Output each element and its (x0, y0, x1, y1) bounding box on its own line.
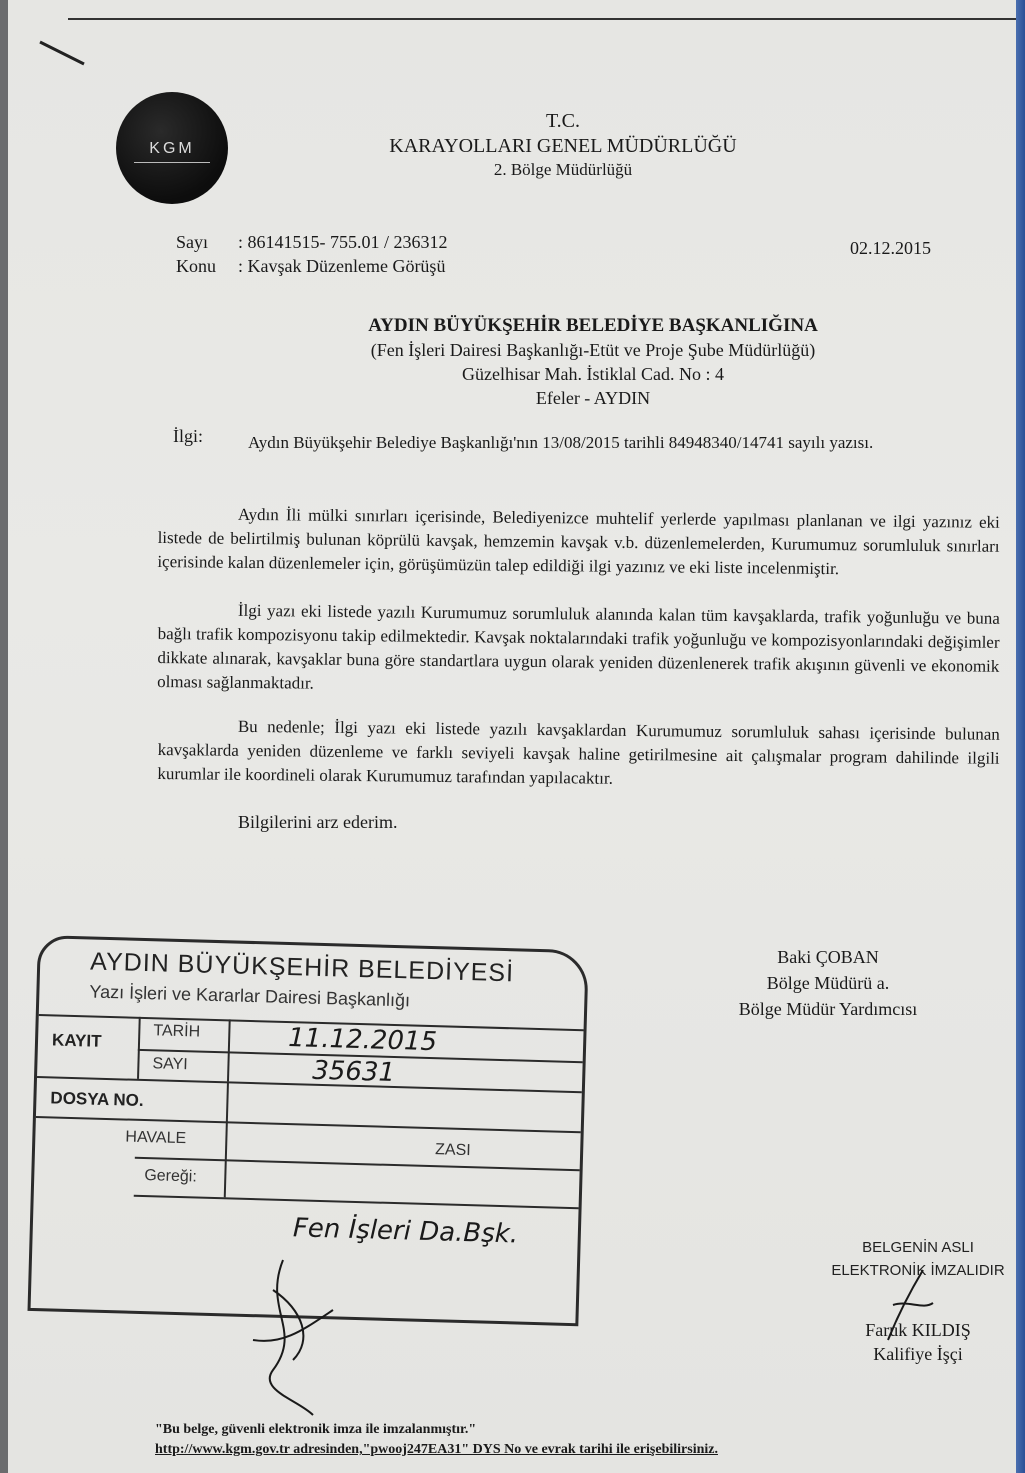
footer-verification-link[interactable]: http://www.kgm.gov.tr adresinden,"pwooj247EA31" DYS No ve evrak tarihi ile erişebilirsiniz. (155, 1442, 718, 1457)
body-paragraph-3 (157, 714, 1000, 795)
handwritten-signature (243, 1250, 343, 1420)
stamp-rule-4 (135, 1157, 580, 1171)
sayi-value: : 86141515- 755.01 / 236312 (238, 232, 448, 252)
logo-text: KGM (149, 140, 195, 157)
addressee-street: Güzelhisar Mah. İstiklal Cad. No : 4 (462, 364, 724, 384)
top-rule (68, 18, 1016, 20)
sayi-label: Sayı (176, 232, 209, 252)
konu-label: Konu (176, 256, 216, 276)
scan-edge-bar (1016, 0, 1025, 1473)
addressee-block (308, 314, 878, 410)
footer-esign-note: "Bu belge, güvenli elektronik imza ile imzalanmıştır." (155, 1422, 477, 1437)
addressee-name: AYDIN BÜYÜKŞEHİR BELEDİYE BAŞKANLIĞINA (368, 315, 818, 336)
addressee-city: Efeler - AYDIN (535, 388, 651, 408)
certifier-title: Kalifiye İşçi (873, 1344, 963, 1364)
certifier-name: Faruk KILDIŞ (865, 1320, 971, 1340)
corner-pen-mark (38, 38, 88, 68)
stamp-havale-label: HAVALE (125, 1128, 187, 1148)
kgm-logo (116, 92, 228, 204)
signer-name: Baki ÇOBAN (777, 947, 879, 967)
ilgi-text: Aydın Büyükşehir Belediye Başkanlığı'nın 13/08/2015 tarihli 84948340/14741 sayılı yazısı. (248, 433, 874, 452)
body-paragraph-2-text: İlgi yazı eki listede yazılı Kurumumuz sorumluluk alanında kalan tüm kavşaklarda, trafik yoğunluğu ve buna bağlı trafik kompozisyonu takip edilmektedir. Kavşak noktalarındaki trafik yoğunluğu ve kompozisyonlarındaki değişimler dikkate alınarak, kavşaklar buna göre standartlara uygun olarak yeniden düzenlenerek trafik akışının güvenli ve ekonomik olması sağlanmaktadır. (157, 600, 1000, 693)
ilgi-label: İlgi: (173, 426, 203, 446)
stamp-havale-right: ZASI (434, 1141, 471, 1160)
stamp-title: AYDIN BÜYÜKŞEHİR BELEDİYESİ (89, 947, 515, 988)
stamp-tarih-value: 11.12.2015 (287, 1023, 438, 1058)
certification-line-1: BELGENİN ASLI (862, 1239, 974, 1256)
document-date: 02.12.2015 (850, 238, 931, 258)
signer-title-1: Bölge Müdürü a. (766, 973, 890, 993)
stamp-handwritten-note: Fen İşleri Da.Bşk. (292, 1213, 519, 1250)
logo-line (134, 162, 210, 163)
document-page (8, 0, 1016, 1473)
letterhead (338, 110, 788, 180)
stamp-sayi-value: 35631 (311, 1055, 396, 1089)
body-paragraph-3-text: Bu nedenle; İlgi yazı eki listede yazılı kavşaklardan Kurumumuz sorumluluk sahası içerisinde bulunan kavşaklarda yeniden düzenleme ve farklı seviyeli kavşak haline getirilmesine ait çalışmalar program dahilinde ilgili kurumlar ile koordineli olarak Kurumumuz tarafından yapılacaktır. (157, 716, 1000, 788)
stamp-rule-3 (36, 1116, 581, 1133)
stamp-tarih-label: TARİH (153, 1022, 201, 1041)
stamp-dosya-label: DOSYA NO. (50, 1088, 144, 1111)
letterhead-tc: T.C. (545, 110, 581, 132)
footer (155, 1420, 1015, 1460)
letterhead-agency: KARAYOLLARI GENEL MÜDÜRLÜĞÜ (389, 135, 737, 157)
stamp-vrule-1 (137, 1017, 141, 1079)
stamp-geregi-label: Gereği: (144, 1167, 198, 1186)
addressee-department: (Fen İşleri Dairesi Başkanlığı-Etüt ve Proje Şube Müdürlüğü) (370, 340, 816, 360)
closing-line: Bilgilerini arz ederim. (238, 812, 398, 832)
konu-value: : Kavşak Düzenleme Görüşü (238, 256, 446, 276)
stamp-sayi-label: SAYI (152, 1055, 188, 1074)
stamp-subtitle: Yazı İşleri ve Kararlar Dairesi Başkanlığı (89, 981, 411, 1011)
body-paragraph-1 (157, 502, 1000, 583)
stamp-vrule-3 (224, 1081, 229, 1197)
body-paragraph-1-text: Aydın İli mülki sınırları içerisinde, Belediyenizce muhtelif yerlerde yapılması planlanan ve ilgi yazınız eki listede de belirtilmiş bulunan köprülü kavşak, hemzemin kavşak v.b. düzenlemelerden, Kurumumuz sorumluluk sınırları içerisinde kalan düzenlemeler için, görüşümüzün talep edildiği ilgi yazınız ve eki liste incelenmiştir. (157, 504, 1000, 579)
stamp-kayit-label: KAYIT (51, 1030, 102, 1051)
certification-line-2: ELEKTRONİK İMZALIDIR (831, 1262, 1005, 1279)
konu-row (176, 256, 445, 277)
stamp-rule-5 (134, 1195, 579, 1209)
body-paragraph-2 (157, 598, 1000, 703)
certifier-block (848, 1318, 988, 1366)
stamp-vrule-2 (227, 1019, 231, 1081)
sayi-row (176, 232, 448, 253)
signature-block (698, 944, 958, 1022)
letterhead-region: 2. Bölge Müdürlüğü (493, 160, 633, 179)
signer-title-2: Bölge Müdür Yardımcısı (738, 999, 918, 1019)
